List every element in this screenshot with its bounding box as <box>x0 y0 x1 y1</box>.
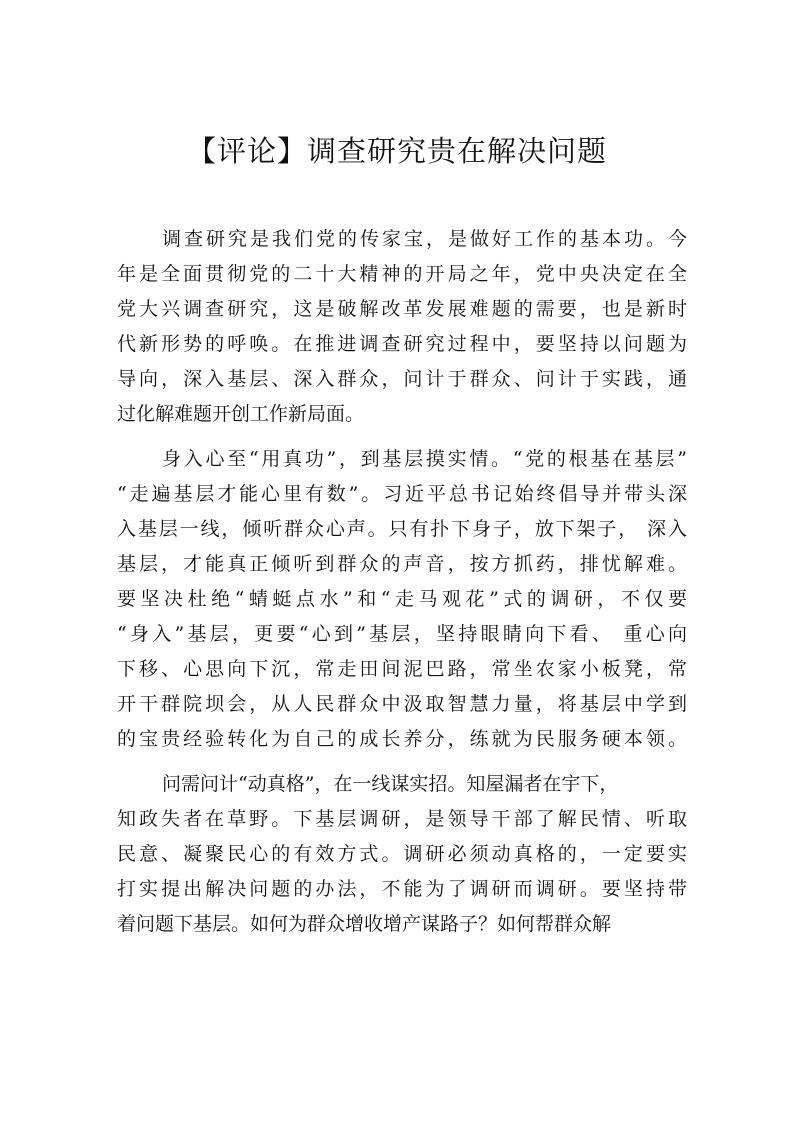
body-line-20: 着问题下基层。如何为群众增收增产谋路子？如何帮群众解 <box>117 913 612 935</box>
body-line-9: 入基层一线，倾听群众心声。只有扑下身子，放下架子， 深入 <box>117 518 687 540</box>
body-line-17: 知政失者在草野。下基层调研，是领导干部了解民情、听取 <box>117 808 687 830</box>
document-title: 【评论】调查研究贵在解决问题 <box>186 134 607 168</box>
body-line-15: 的宝贵经验转化为自己的成长养分，练就为民服务硬本领。 <box>117 728 687 750</box>
body-line-4: 代新形势的呼唤。在推进调查研究过程中，要坚持以问题为 <box>117 333 687 355</box>
body-line-5: 导向，深入基层、深入群众，问计于群众、问计于实践，通 <box>117 368 687 390</box>
body-line-19: 打实提出解决问题的办法，不能为了调研而调研。要坚持带 <box>117 878 687 900</box>
body-line-12: “身入”基层，更要“心到”基层，坚持眼睛向下看、 重心向 <box>117 623 687 645</box>
body-line-6: 过化解难题开创工作新局面。 <box>117 403 365 425</box>
body-line-2: 年是全面贯彻党的二十大精神的开局之年，党中央决定在全 <box>117 263 687 285</box>
body-line-13: 下移、心思向下沉，常走田间泥巴路，常坐农家小板凳，常 <box>117 658 687 680</box>
body-line-8: “走遍基层才能心里有数”。习近平总书记始终倡导并带头深 <box>117 483 687 505</box>
body-line-11: 要坚决杜绝“蜻蜓点水”和“走马观花”式的调研，不仅要 <box>117 588 687 610</box>
body-line-1: 调查研究是我们党的传家宝，是做好工作的基本功。今 <box>162 228 687 250</box>
body-line-18: 民意、凝聚民心的有效方式。调研必须动真格的，一定要实 <box>117 843 687 865</box>
body-line-10: 基层，才能真正倾听到群众的声音，按方抓药，排忧解难。 <box>117 553 687 575</box>
body-line-3: 党大兴调查研究，这是破解改革发展难题的需要，也是新时 <box>117 298 687 320</box>
body-line-7: 身入心至“用真功”，到基层摸实情。“党的根基在基层” <box>162 448 687 470</box>
body-line-14: 开干群院坝会，从人民群众中汲取智慧力量，将基层中学到 <box>117 693 687 715</box>
body-line-16: 问需问计“动真格”，在一线谋实招。知屋漏者在宇下， <box>162 773 619 795</box>
